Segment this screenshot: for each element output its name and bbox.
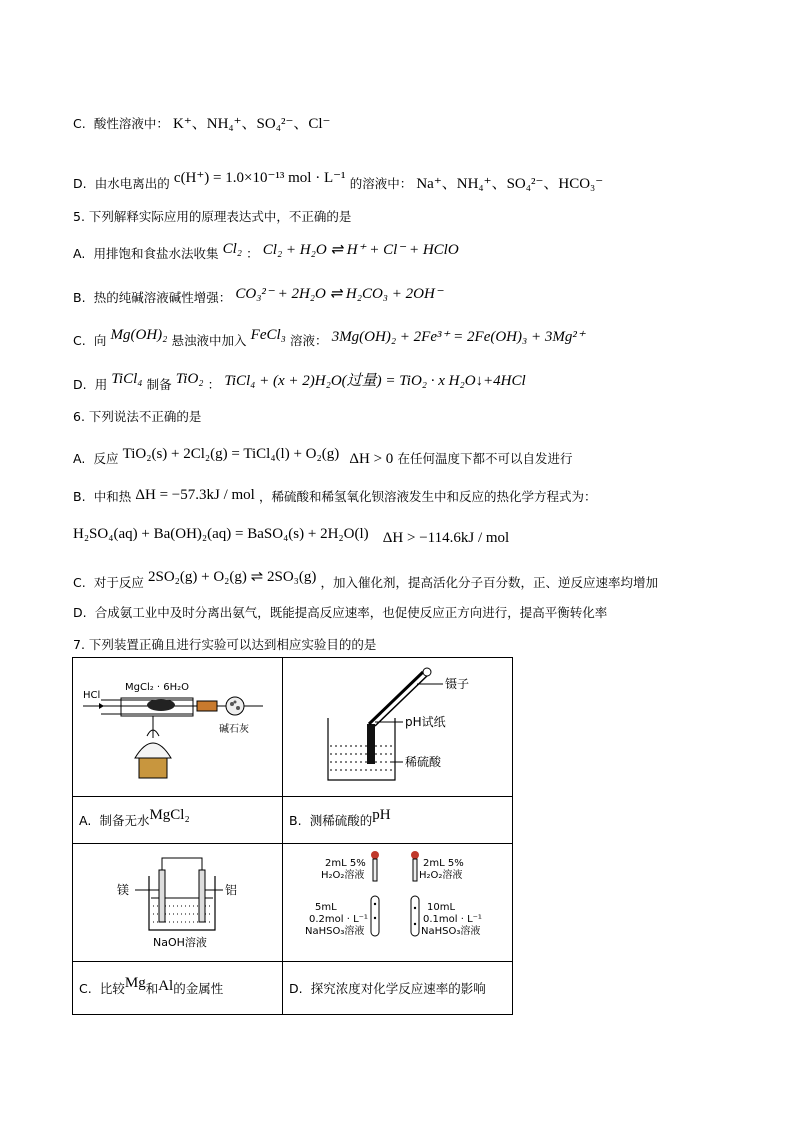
option-text-2: 在任何温度下都不可以自发进行 [397, 451, 573, 466]
drop1-line2: H₂O₂溶液 [321, 870, 365, 881]
equation: Cl₂ + H₂O ⇌ H⁺ + Cl⁻ + HClO [262, 242, 459, 258]
option-label: C. [79, 980, 92, 996]
option-label: D. [73, 377, 87, 392]
option-text: 合成氨工业中及时分离出氨气，既能提高反应速率，也促使反应正方向进行，提高平衡转化率 [94, 605, 608, 620]
option-label: B. [73, 290, 86, 305]
option-label: B. [73, 489, 86, 504]
tube2-line2: 0.1mol · L⁻¹ [423, 914, 482, 925]
enthalpy-condition: ΔH > −114.6kJ / mol [382, 530, 510, 546]
tube1-line3: NaHSO₃溶液 [305, 926, 365, 937]
figure-b-cell [283, 658, 513, 797]
drop2-line1: 2mL 5% [423, 858, 464, 869]
ph-test-figure [283, 658, 512, 792]
option-text: 由水电离出的 [94, 176, 170, 191]
reagent-formula: TiCl₄ [111, 371, 143, 387]
tube1-line2: 0.2mol · L⁻¹ [309, 914, 368, 925]
option-text-2: ，稀硫酸和稀氢氧化钡溶液发生中和反应的热化学方程式为： [259, 489, 597, 504]
concentration-formula: c(H⁺) = 1.0×10⁻¹³ mol · L⁻¹ [173, 170, 346, 186]
separator: ： [207, 377, 221, 392]
tube1-line1: 5mL [315, 902, 337, 913]
mg-symbol: Mg [124, 974, 146, 991]
option-text-2: 制备 [146, 377, 172, 392]
option-label: C. [73, 116, 86, 131]
q6-option-b [73, 487, 597, 506]
caption-b [283, 797, 513, 844]
neutralization-heat: ΔH = −57.3kJ / mol [135, 487, 255, 503]
caption-c [73, 962, 283, 1015]
q5-option-b [73, 288, 443, 307]
option-text: 向 [93, 333, 107, 348]
question-7-stem: 7. 下列装置正确且进行实验可以达到相应实验目的的是 [73, 637, 377, 652]
option-text-2: 的溶液中： [349, 176, 413, 191]
naoh-solution-label: NaOH溶液 [153, 936, 207, 949]
option-text-3: 的金属性 [173, 980, 224, 996]
product-formula: TiO₂ [175, 371, 204, 387]
equation: 2SO₂(g) + O₂(g) ⇌ 2SO₃(g) [148, 569, 317, 585]
q6-option-b-equation [73, 526, 510, 546]
q6-option-c [73, 569, 659, 592]
option-text-2: 和 [145, 980, 159, 996]
dehydration-apparatus-figure [73, 658, 282, 792]
option-label: B. [289, 812, 302, 828]
option-label: D. [73, 176, 87, 191]
option-text-3: 溶液： [290, 333, 328, 348]
option-label: A. [79, 812, 92, 828]
question-6-stem: 6. 下列说法不正确的是 [73, 409, 202, 424]
reagent-formula: FeCl₃ [250, 327, 286, 343]
equation: 3Mg(OH)₂ + 2Fe³⁺ = 2Fe(OH)₃ + 3Mg²⁺ [331, 329, 585, 345]
suspension-formula: Mg(OH)₂ [110, 327, 168, 343]
figure-a-cell [73, 658, 283, 797]
caption-a [73, 797, 283, 844]
option-text: 热的纯碱溶液碱性增强： [93, 290, 232, 305]
formula: MgCl₂ [149, 806, 190, 823]
option-text: 制备无水 [99, 812, 150, 828]
option-label: D. [73, 605, 87, 620]
q6-option-a [73, 446, 573, 468]
option-text: 中和热 [93, 489, 132, 504]
option-label: A. [73, 451, 86, 466]
ion-list: Na⁺、NH₄⁺、SO₄²⁻、HCO₃⁻ [416, 176, 604, 192]
q6-option-d [73, 603, 607, 621]
enthalpy-condition: ΔH > 0 [349, 451, 394, 467]
reaction-rate-figure [283, 844, 512, 957]
option-label: A. [73, 246, 86, 261]
galvanic-cell-figure [73, 844, 282, 957]
option-text-2: 悬浊液中加入 [171, 333, 247, 348]
option-label: D. [289, 981, 303, 996]
ph-paper-label: pH试纸 [405, 715, 446, 729]
salt-label: MgCl₂ · 6H₂O [125, 682, 190, 693]
option-label: C. [73, 575, 86, 590]
option-text: 用 [94, 377, 108, 392]
option-label: C. [73, 333, 86, 348]
option-text: 探究浓度对化学反应速率的影响 [310, 981, 486, 996]
drop1-line1: 2mL 5% [325, 858, 366, 869]
separator: ： [246, 246, 259, 261]
ion-list: K⁺、NH₄⁺、SO₄²⁻、Cl⁻ [173, 116, 331, 132]
soda-lime-label: 碱石灰 [219, 724, 249, 735]
tweezers-label: 镊子 [445, 677, 470, 691]
option-text: 反应 [93, 451, 119, 466]
q5-option-d [73, 373, 526, 394]
option-c-previous [73, 112, 330, 133]
figure-c-cell [73, 844, 283, 962]
aluminum-label: 铝 [225, 883, 238, 897]
drop2-line2: H₂O₂溶液 [419, 870, 463, 881]
equation: CO₃²⁻ + 2H₂O ⇌ H₂CO₃ + 2OH⁻ [235, 286, 443, 302]
al-symbol: Al [158, 977, 174, 994]
option-text: 测稀硫酸的 [309, 812, 373, 828]
magnesium-label: 镁 [117, 883, 130, 897]
formula: pH [372, 806, 391, 823]
equation: TiO₂(s) + 2Cl₂(g) = TiCl₄(l) + O₂(g) [122, 446, 340, 462]
figure-d-cell [283, 844, 513, 962]
gas-formula: Cl₂ [222, 241, 242, 257]
tube2-line3: NaHSO₃溶液 [421, 926, 481, 937]
hcl-label: HCl [83, 690, 101, 701]
q5-option-a [73, 241, 459, 263]
option-text: 对于反应 [93, 575, 144, 590]
equation: TiCl₄ + (x + 2)H₂O(过量) = TiO₂ · x H₂O↓+4HCl [224, 373, 526, 389]
experiment-table [72, 657, 513, 1015]
tube2-line1: 10mL [427, 902, 456, 913]
option-d-previous [73, 172, 603, 193]
option-text: 比较 [99, 980, 125, 996]
question-5-stem: 5. 下列解释实际应用的原理表达式中，不正确的是 [73, 209, 352, 224]
option-text-2: ，加入催化剂，提高活化分子百分数，正、逆反应速率均增加 [320, 575, 659, 590]
q5-option-c [73, 327, 585, 350]
caption-d [283, 962, 513, 1015]
option-text: 用排饱和食盐水法收集 [93, 246, 219, 261]
dilute-acid-label: 稀硫酸 [405, 755, 442, 769]
equation: H₂SO₄(aq) + Ba(OH)₂(aq) = BaSO₄(s) + 2H₂O(l) [73, 526, 369, 542]
option-text: 酸性溶液中： [93, 116, 169, 131]
